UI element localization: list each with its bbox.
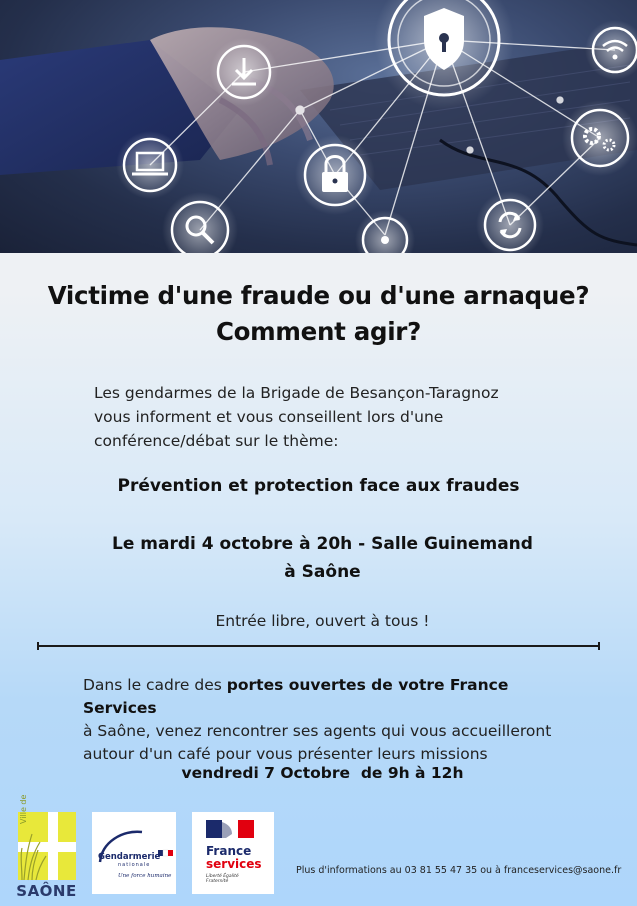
entry-info: Entrée libre, ouvert à tous ! — [215, 612, 430, 630]
fs-line-2: à Saône, venez rencontrer ses agents qui vous accueilleront — [83, 722, 552, 740]
gendarmerie-sub: nationale — [118, 862, 151, 868]
saone-ville-label: Ville de — [19, 794, 28, 824]
hero-image — [0, 0, 637, 253]
hero-illustration — [0, 0, 637, 253]
title-line-1: Victime d'une fraude ou d'une arnaque? — [47, 281, 590, 310]
conference-topic: Prévention et protection face aux fraudes — [117, 476, 520, 496]
fs-logo-line-2: services — [206, 857, 262, 871]
download-icon — [210, 38, 278, 106]
page-title — [0, 278, 637, 350]
laptop-icon — [116, 131, 184, 199]
gendarmerie-motto: Une force humaine — [118, 873, 172, 879]
open-day-date: vendredi 7 Octobre de 9h à 12h — [181, 764, 464, 782]
gendarmerie-name: Gendarmerie — [98, 852, 161, 862]
search-icon — [162, 192, 238, 253]
contact-info: Plus d'informations au 03 81 55 47 35 ou à franceservices@saone.fr — [296, 865, 622, 876]
saone-name: SAÔNE — [16, 882, 77, 900]
france-services-logo — [192, 812, 274, 894]
touch-icon — [355, 210, 415, 253]
conference-date-location — [0, 530, 637, 586]
when-line-2: à Saône — [284, 562, 361, 582]
fs-logo-motto: Liberté Égalité Fraternité — [206, 874, 239, 884]
saone-logo — [14, 794, 79, 900]
when-line-1: Le mardi 4 octobre à 20h - Salle Guinemand — [112, 534, 533, 554]
intro-line-1: Les gendarmes de la Brigade de Besançon-Taragnoz — [94, 384, 499, 402]
fs-line-3: autour d'un café pour vous présenter leurs missions — [83, 745, 488, 763]
refresh-icon — [476, 191, 544, 253]
section-divider — [37, 645, 600, 647]
title-line-2: Comment agir? — [215, 317, 422, 346]
intro-line-3: conférence/débat sur le thème: — [94, 432, 339, 450]
intro-text — [94, 381, 594, 453]
fs-line-1 — [83, 674, 583, 720]
gendarmerie-logo — [92, 812, 176, 894]
fs-line-1-bold: portes ouvertes de votre France Services — [83, 676, 509, 717]
gears-icon — [562, 100, 637, 176]
padlock-icon — [295, 135, 375, 215]
intro-line-2: vous informent et vous conseillent lors d'une — [94, 408, 444, 426]
fs-logo-line-1: France — [206, 844, 252, 858]
fs-line-1-prefix: Dans le cadre des — [83, 676, 227, 694]
france-services-text — [83, 674, 583, 766]
